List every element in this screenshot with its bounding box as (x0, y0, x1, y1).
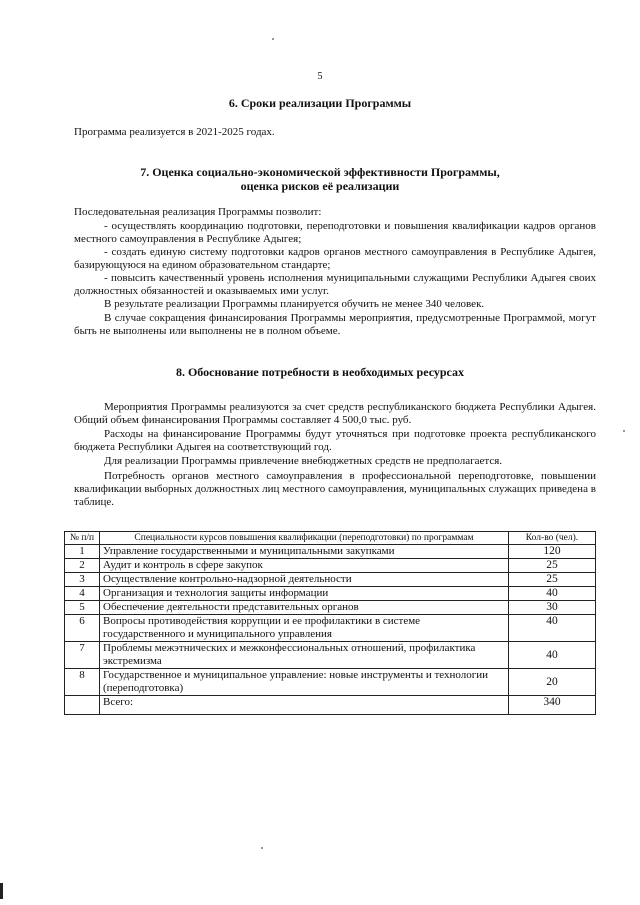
header-specialty: Специальности курсов повышения квалификации (переподготовки) по программам (100, 532, 509, 545)
section7-intro: Последовательная реализация Программы позволит: (74, 206, 322, 218)
section8-paragraph-3: Для реализации Программы привлечение внебюджетных средств не предполагается. (104, 455, 503, 467)
section8-paragraph-1: Мероприятия Программы реализуются за счет средств республиканского бюджета Республики Адыгея. Общий объем финансирования Программы составляет 4 500,0 тыс. руб. (74, 401, 596, 426)
scan-edge-mark (0, 883, 3, 899)
row-count: 120 (509, 545, 596, 559)
courses-table (64, 531, 596, 715)
row-num: 4 (65, 587, 100, 601)
table-row (65, 587, 596, 601)
row-count: 40 (509, 642, 596, 669)
row-name: Организация и технология защиты информации (100, 587, 509, 601)
section7-bullet-2: - создать единую систему подготовки кадров органов местного самоуправления в Республике Адыгея, базирующуюся на едином образовательном стандарте; (74, 246, 596, 271)
section7-bullet-1: - осуществлять координацию подготовки, переподготовки и повышения квалификации кадров органов местного самоуправления в Республике Адыгея; (74, 220, 596, 245)
header-count: Кол-во (чел). (509, 532, 596, 545)
table-row (65, 573, 596, 587)
header-num: № п/п (65, 532, 100, 545)
section6-text: Программа реализуется в 2021-2025 годах. (74, 126, 275, 138)
section7-bullet-3: - повысить качественный уровень исполнения муниципальными служащими Республики Адыгея своих должностных обязанностей и оказываемых ими услуг. (74, 272, 596, 297)
total-num (65, 696, 100, 715)
table-row (65, 601, 596, 615)
table-row (65, 642, 596, 669)
section8-paragraph-2: Расходы на финансирование Программы будут уточняться при подготовке проекта республиканского бюджета Республики Адыгея на соответствующий год. (74, 428, 596, 453)
section8-title: 8. Обоснование потребности в необходимых ресурсах (175, 365, 465, 379)
scan-speck (272, 38, 274, 40)
row-name: Управление государственными и муниципальными закупками (100, 545, 509, 559)
table-header-row (65, 532, 596, 545)
row-name: Вопросы противодействия коррупции и ее профилактики в системе государственного и муниципального управления (100, 615, 509, 642)
page-number: 5 (317, 71, 323, 82)
row-name: Аудит и контроль в сфере закупок (100, 559, 509, 573)
row-name: Государственное и муниципальное управление: новые инструменты и технологии (переподготовка) (100, 669, 509, 696)
section7-result: В результате реализации Программы планируется обучить не менее 340 человек. (104, 298, 485, 310)
row-count: 25 (509, 559, 596, 573)
table-row (65, 669, 596, 696)
row-num: 3 (65, 573, 100, 587)
section7-title-line2: оценка рисков её реализации (240, 179, 400, 193)
row-count: 25 (509, 573, 596, 587)
row-num: 6 (65, 615, 100, 642)
scan-speck (261, 847, 263, 849)
row-name: Обеспечение деятельности представительных органов (100, 601, 509, 615)
row-count: 40 (509, 615, 596, 642)
row-count: 30 (509, 601, 596, 615)
row-count: 20 (509, 669, 596, 696)
section7-risk: В случае сокращения финансирования Программы мероприятия, предусмотренные Программой, могут быть не выполнены или выполнены не в полном объеме. (74, 312, 596, 337)
row-num: 7 (65, 642, 100, 669)
row-name: Осуществление контрольно-надзорной деятельности (100, 573, 509, 587)
table-total-row (65, 696, 596, 715)
row-count: 40 (509, 587, 596, 601)
section7-title-line1: 7. Оценка социально-экономической эффективности Программы, (140, 165, 500, 179)
row-num: 2 (65, 559, 100, 573)
table-row (65, 615, 596, 642)
table-row (65, 545, 596, 559)
row-num: 8 (65, 669, 100, 696)
section8-paragraph-4: Потребность органов местного самоуправления в профессиональной переподготовке, повышении квалификации выборных должностных лиц местного самоуправления, муниципальных служащих приведена в таблице. (74, 470, 596, 508)
total-label: Всего: (100, 696, 509, 715)
row-num: 1 (65, 545, 100, 559)
total-count: 340 (509, 696, 596, 715)
row-num: 5 (65, 601, 100, 615)
section6-title: 6. Сроки реализации Программы (228, 96, 412, 110)
table-row (65, 559, 596, 573)
row-name: Проблемы межэтнических и межконфессиональных отношений, профилактика экстремизма (100, 642, 509, 669)
scan-speck (623, 430, 625, 432)
